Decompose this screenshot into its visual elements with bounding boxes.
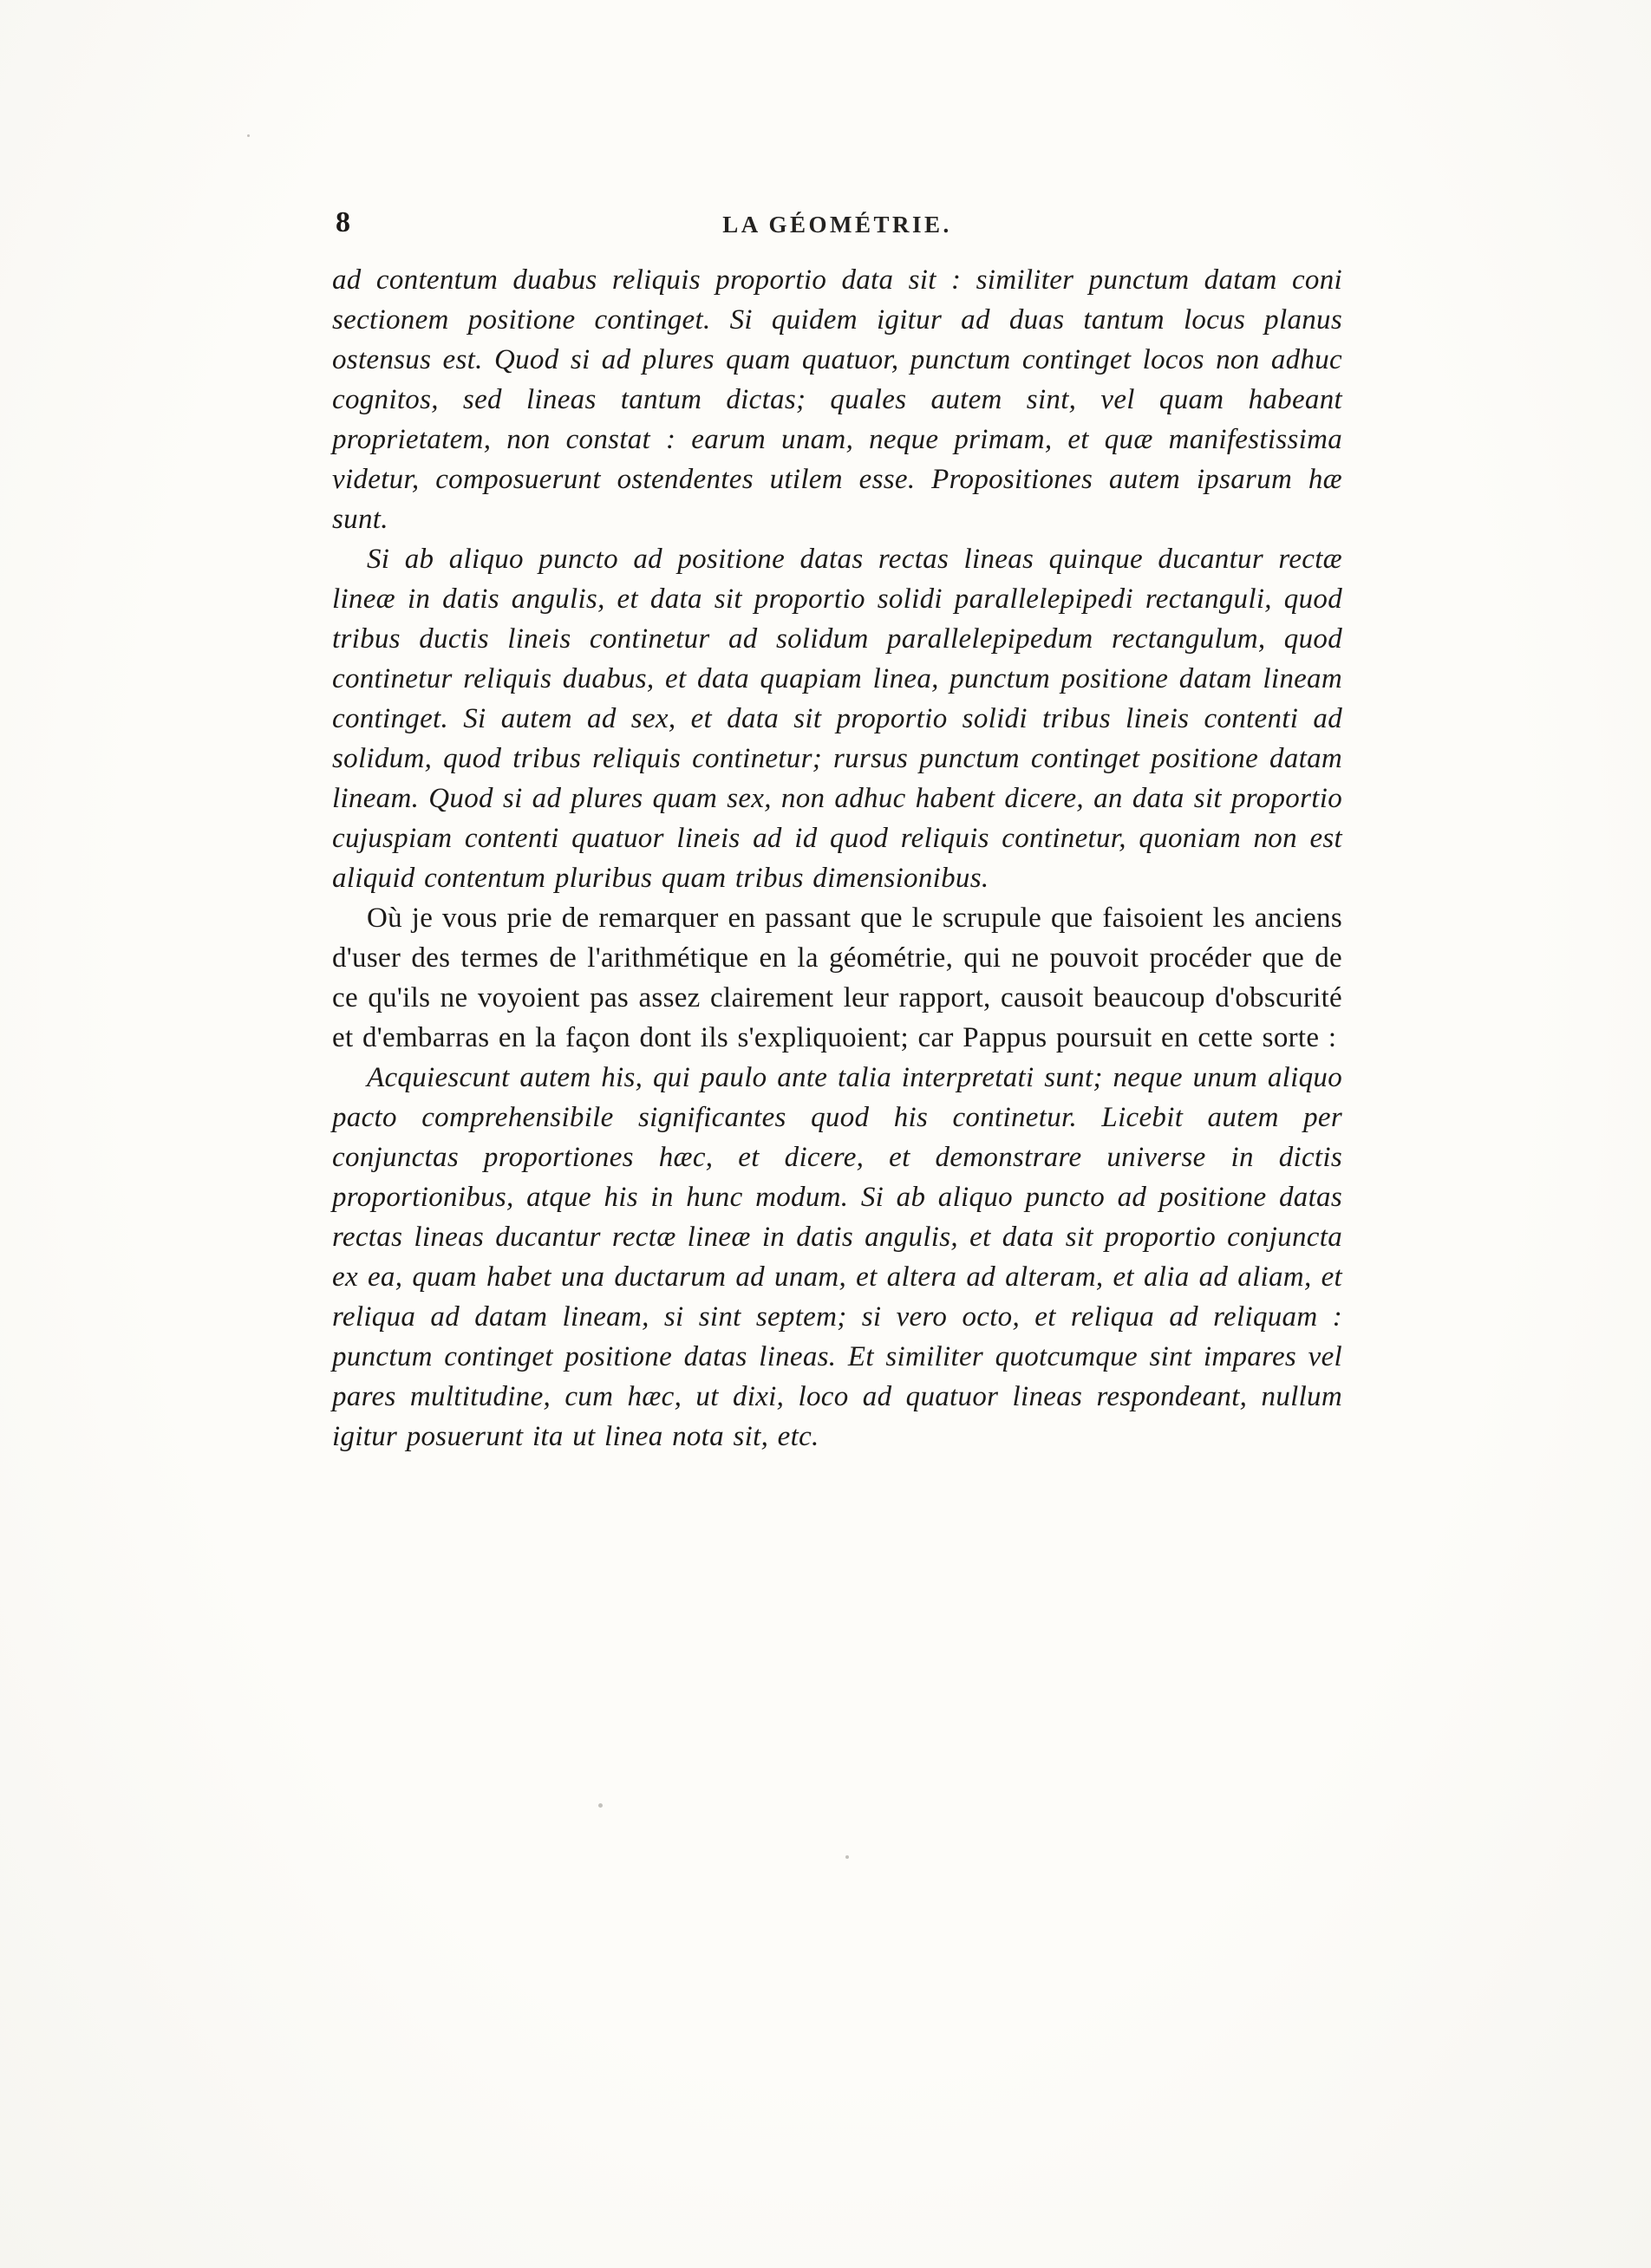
paragraph-latin-five-six-lines-proposition: Si ab aliquo puncto ad positione datas rectas lineas quinque ducantur rectæ lineæ in datis angulis, et data sit proportio solidi parallelepipedi rectanguli, quod tribus ductis lineis continetur ad solidum parallelepipedum rectangulum, quod continetur reliquis duabus, et data quapiam linea, punctum positione datam lineam continget. Si autem ad sex, et data sit proportio solidi tribus lineis contenti ad solidum, quod tribus reliquis continetur; rursus punctum continget positione datam lineam. Quod si ad plures quam sex, non adhuc habent dicere, an data sit proportio cujuspiam contenti quatuor lineis ad id quod reliquis continetur, quoniam non est aliquid contentum pluribus quam tribus dimensionibus. [332, 544, 1342, 894]
paragraph-french-remark: Où je vous prie de remarquer en passant que le scrupule que faisoient les anciens d'user des termes de l'arithmétique en la géométrie, qui ne pouvoit procéder que de ce qu'ils ne voyoient pas assez clairement leur rapport, causoit beaucoup d'obscurité et d'embarras en la façon dont ils s'expliquoient; car Pappus poursuit en cette sorte : [332, 903, 1342, 1053]
scan-speck [598, 1803, 603, 1808]
text-block [332, 201, 1342, 1457]
page-number: 8 [336, 206, 351, 238]
paragraph-latin-pappus-continuation: ad contentum duabus reliquis proportio data sit : similiter punctum datam coni sectionem positione continget. Si quidem igitur ad duas tantum locus planus ostensus est. Quod si ad plures quam quatuor, punctum continget locos non adhuc cognitos, sed lineas tantum dictas; quales autem sint, vel quam habeant proprietatem, non constat : earum unam, neque primam, et quæ manifestissima videtur, composuerunt ostendentes utilem esse. Propositiones autem ipsarum hæ sunt. [332, 264, 1342, 535]
page-header [332, 201, 1342, 246]
page-body [332, 260, 1342, 1457]
paragraph-latin-acquiescunt: Acquiescunt autem his, qui paulo ante talia interpretati sunt; neque unum aliquo pacto comprehensibile significantes quod his continetur. Licebit autem per conjunctas proportiones hæc, et dicere, et demonstrare universe in dictis proportionibus, atque his in hunc modum. Si ab aliquo puncto ad positione datas rectas lineas ducantur rectæ lineæ in datis angulis, et data sit proportio conjuncta ex ea, quam habet una ductarum ad unam, et altera ad alteram, et alia ad aliam, et reliqua ad datam lineam, si sint septem; si vero octo, et reliqua ad reliquam : punctum continget positione datas lineas. Et similiter quotcumque sint impares vel pares multitudine, cum hæc, ut dixi, loco ad quatuor lineas respondeant, nullum igitur posuerunt ita ut linea nota sit, etc. [332, 1062, 1342, 1452]
running-title: LA GÉOMÉTRIE. [722, 212, 952, 238]
scan-speck [247, 134, 250, 137]
scan-speck [845, 1855, 849, 1859]
